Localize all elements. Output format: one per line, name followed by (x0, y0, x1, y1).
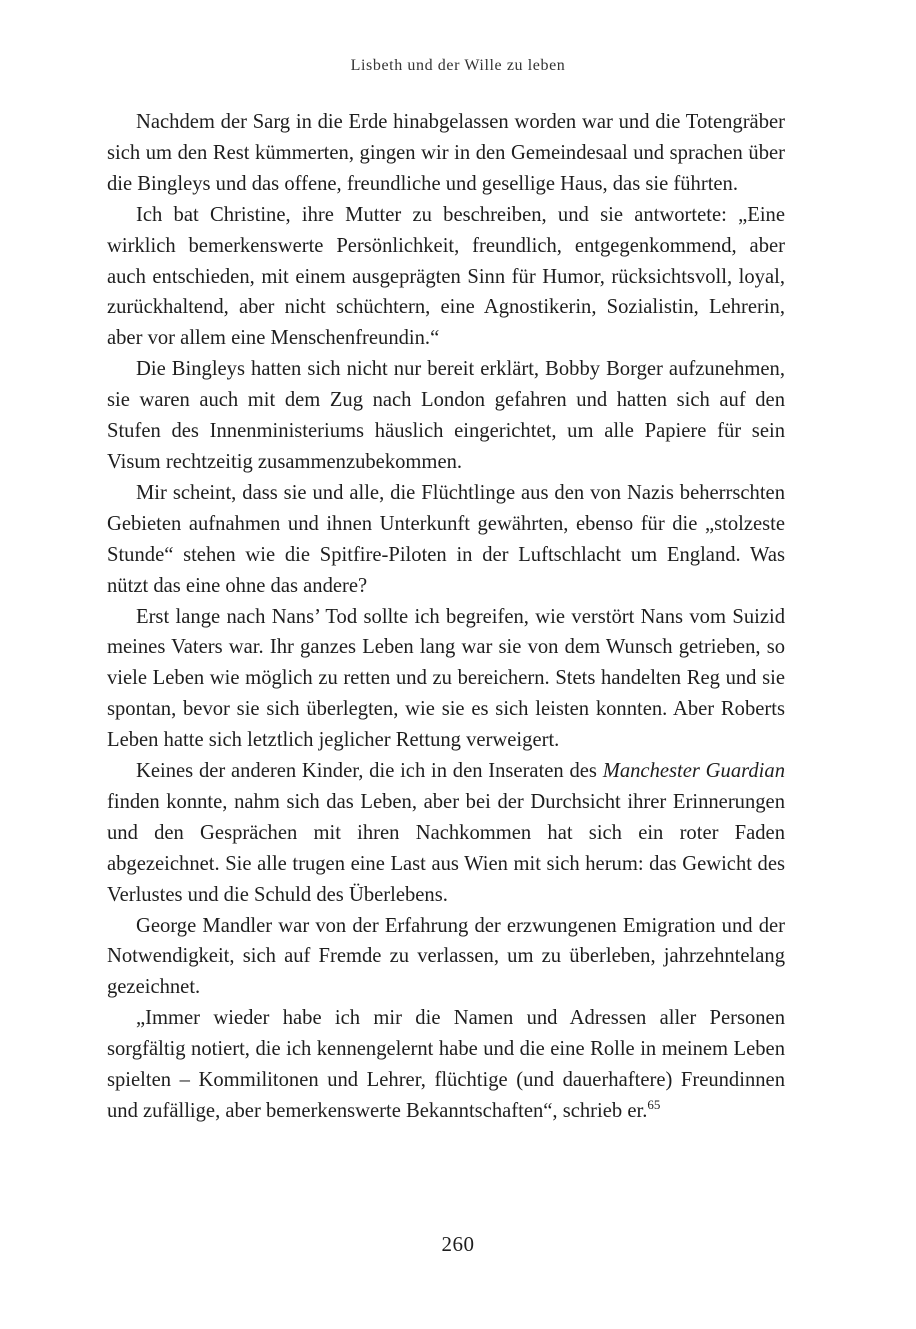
running-head: Lisbeth und der Wille zu leben (350, 57, 566, 74)
paragraph-1: Nachdem der Sarg in die Erde hinabgelassen worden war und die Totengräber sich um den Rest kümmerten, gingen wir in den Gemeindesaal und sprachen über die Bingleys und das offene, freundliche und gesellige Haus, das sie führten. (107, 111, 785, 195)
body-text (107, 107, 785, 1127)
page-number: 260 (441, 1232, 475, 1256)
paragraph-6-before: Keines der anderen Kinder, die ich in den Inseraten des (136, 760, 603, 783)
paragraph-5: Erst lange nach Nans’ Tod sollte ich begreifen, wie verstört Nans vom Suizid meines Vaters war. Ihr ganzes Leben lang war sie von dem Wunsch getrieben, so viele Leben wie möglich zu retten und zu bereichern. Stets handelten Reg und sie spontan, bevor sie sich überlegten, wie sie es sich leisten konnten. Aber Roberts Leben hatte sich letztlich jeglicher Rettung verweigert. (107, 605, 785, 752)
footnote-reference[interactable]: 65 (647, 1097, 661, 1113)
paragraph-8 (107, 1003, 785, 1127)
paragraph-4: Mir scheint, dass sie und alle, die Flüchtlinge aus den von Nazis beherrschten Gebieten aufnahmen und ihnen Unterkunft gewährten, ebenso für die „stolzeste Stunde“ stehen wie die Spitfire-Piloten in der Luftschlacht um England. Was nützt das eine ohne das andere? (107, 481, 785, 597)
newspaper-title: Manchester Guardian (602, 760, 785, 783)
paragraph-6-after: finden konnte, nahm sich das Leben, aber bei der Durchsicht ihrer Erinnerungen und den Gesprächen mit ihren Nachkommen hat sich ein roter Faden abgezeichnet. Sie alle trugen eine Last aus Wien mit sich herum: das Gewicht des Verlustes und die Schuld des Überlebens. (107, 790, 785, 906)
paragraph-3: Die Bingleys hatten sich nicht nur bereit erklärt, Bobby Borger aufzunehmen, sie waren auch mit dem Zug nach London gefahren und hatten sich auf den Stufen des Innenministeriums häuslich eingerichtet, um alle Papiere für sein Visum rechtzeitig zusammenzubekommen. (107, 358, 785, 473)
paragraph-8-text: „Immer wieder habe ich mir die Namen und Adressen aller Personen sorgfältig notiert, die ich kennengelernt habe und die eine Rolle in meinem Leben spielten – Kommilitonen und Lehrer, flüchtige (und dauerhaftere) Freundinnen und zufällige, aber bemerkenswerte Bekanntschaften“, schrieb er. (107, 1007, 785, 1122)
paragraph-2: Ich bat Christine, ihre Mutter zu beschreiben, und sie antwortete: „Eine wirklich bemerkenswerte Persönlichkeit, freundlich, entgegenkommend, aber auch entschieden, mit einem ausgeprägten Sinn für Humor, rücksichtsvoll, loyal, zurückhaltend, aber nicht schüchtern, eine Agnostikerin, Sozialistin, Lehrerin, aber vor allem eine Menschenfreundin.“ (107, 203, 785, 350)
paragraph-6 (107, 756, 785, 911)
paragraph-7: George Mandler war von der Erfahrung der erzwungenen Emigration und der Notwendigkeit, sich auf Fremde zu verlassen, um zu überleben, jahrzehntelang gezeichnet. (107, 914, 785, 999)
